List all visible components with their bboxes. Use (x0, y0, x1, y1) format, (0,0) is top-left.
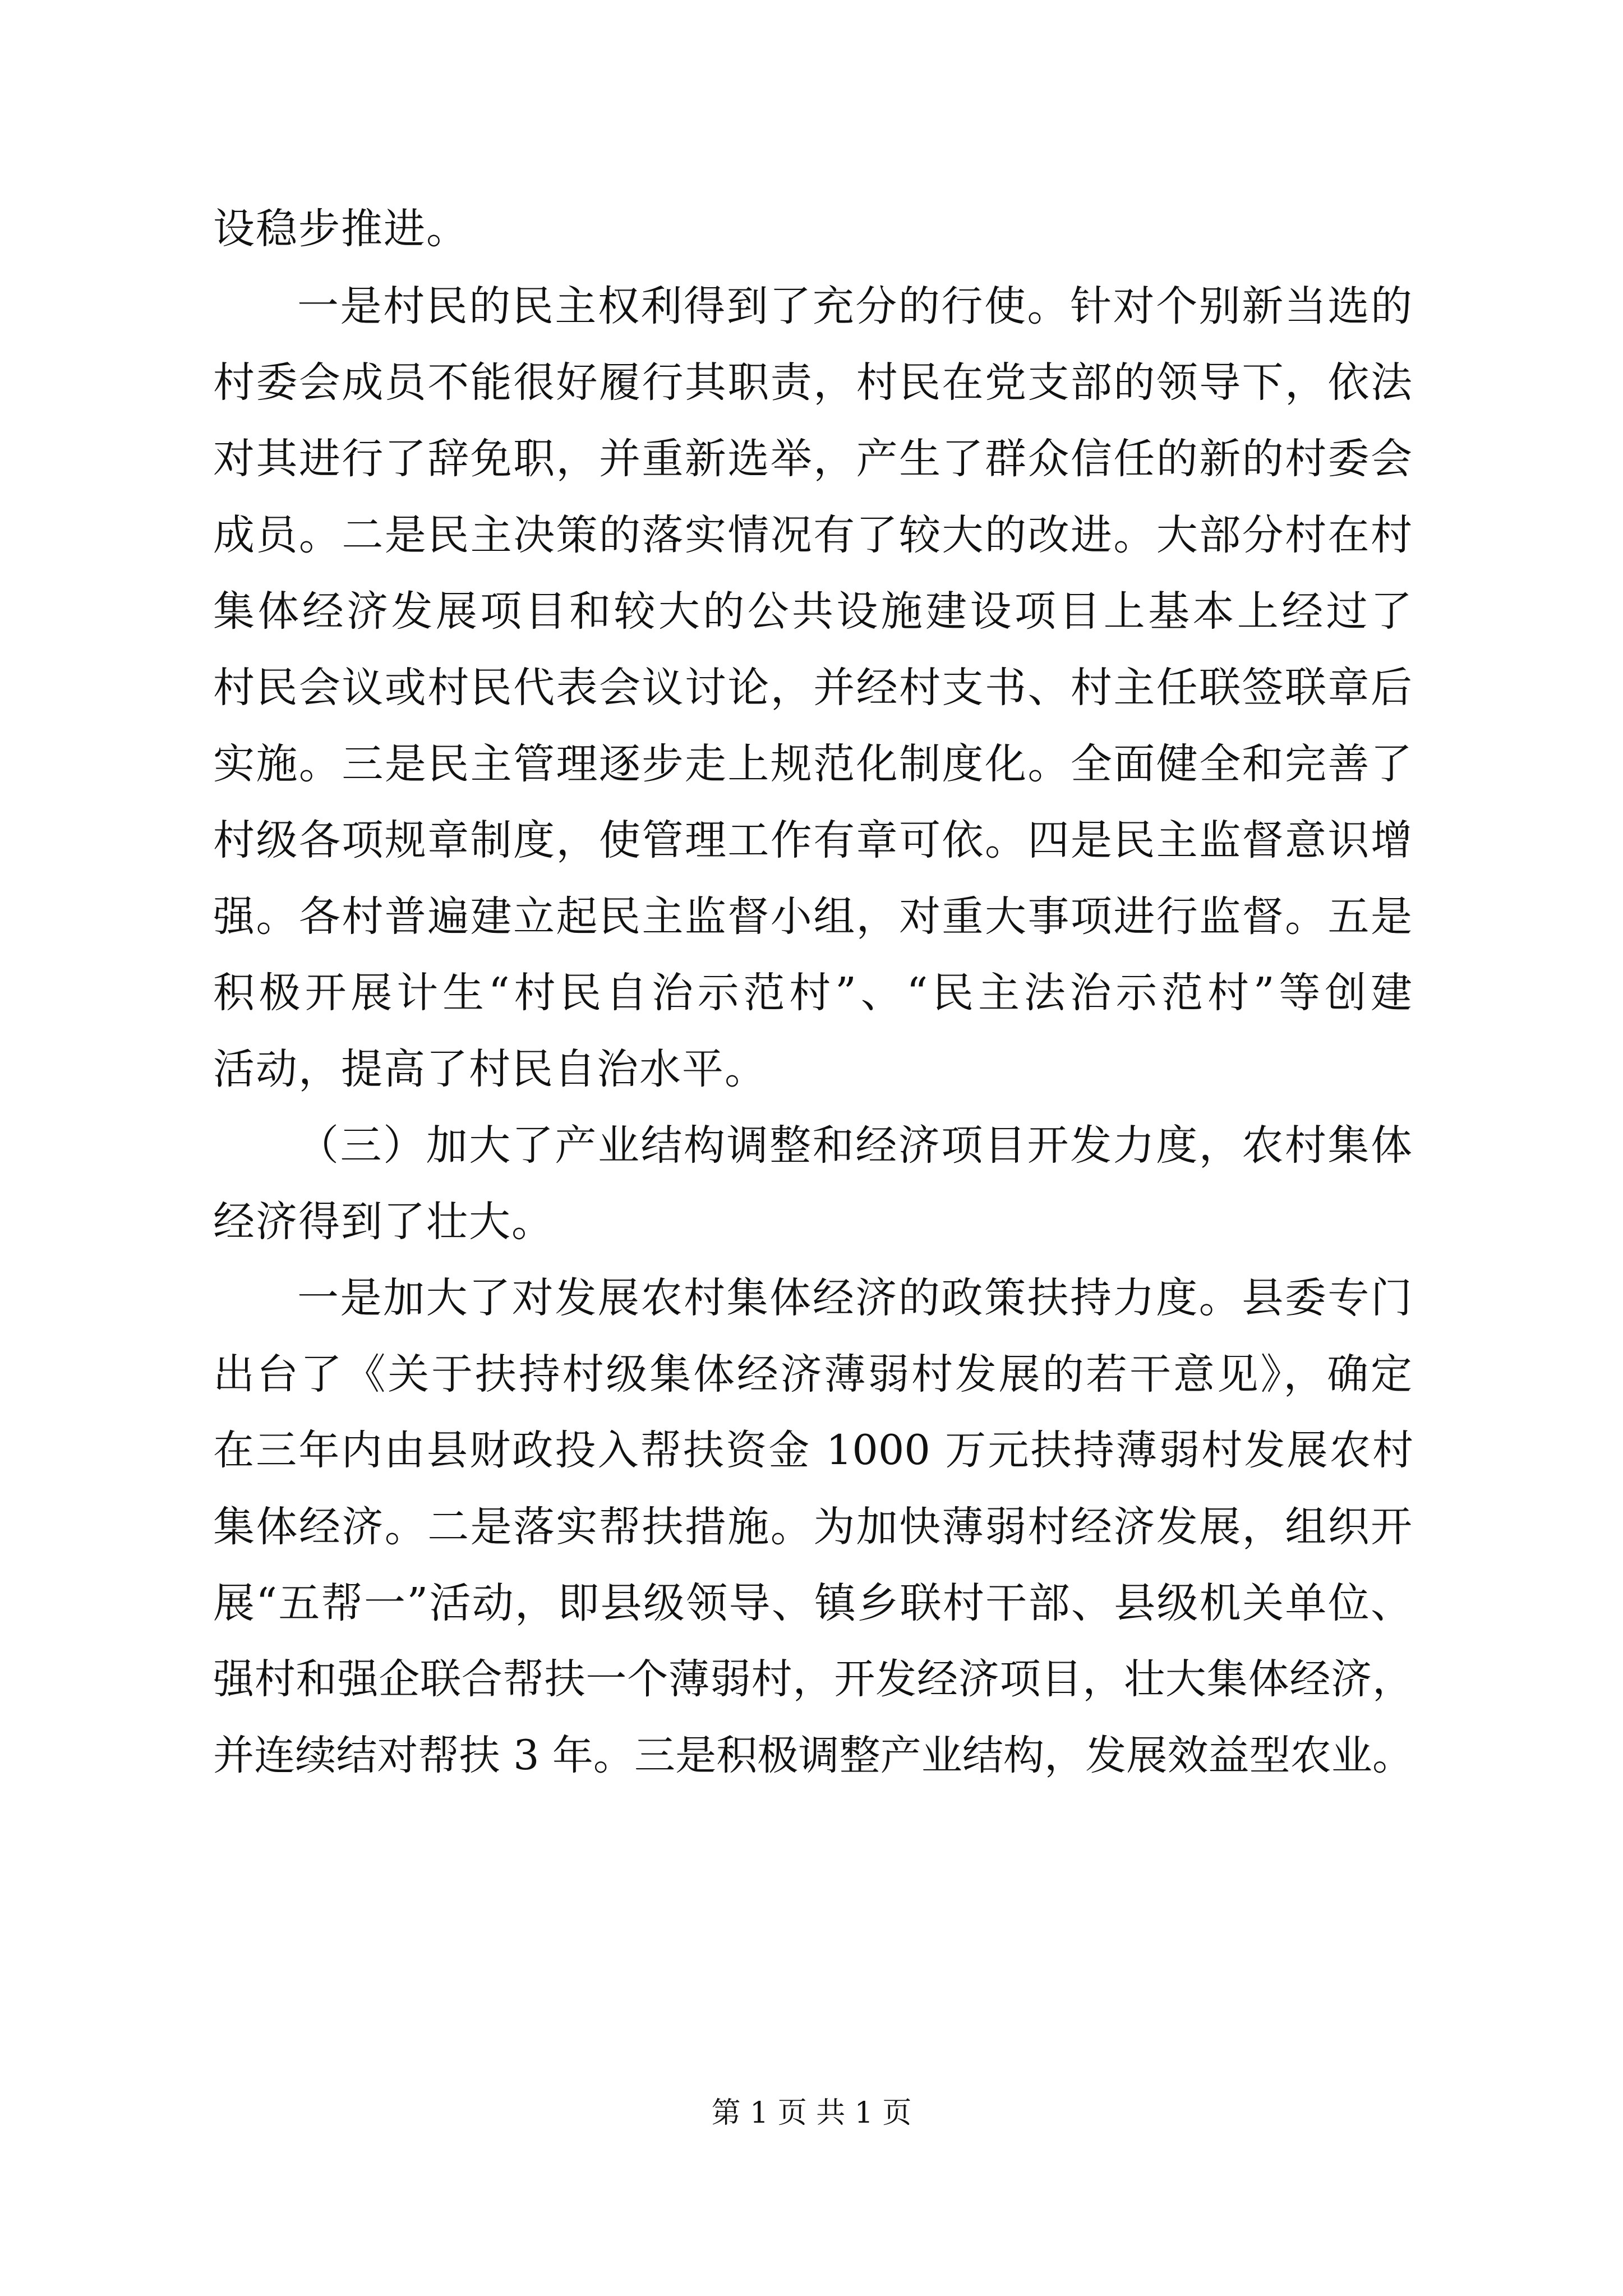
body-line: 村民会议或村民代表会议讨论，并经村支书、村主任联签联章后 (213, 664, 1413, 712)
body-line: 活动，提高了村民自治水平。 (213, 1045, 767, 1093)
paragraph-first-line: 一是加大了对发展农村集体经济的政策扶持力度。县委专门 (297, 1274, 1413, 1322)
body-line: 出台了《关于扶持村级集体经济薄弱村发展的若干意见》，确定 (213, 1350, 1413, 1398)
section-heading-line: （三）加大了产业结构调整和经济项目开发力度，农村集体 (297, 1121, 1413, 1170)
body-line: 展“五帮一”活动，即县级领导、镇乡联村干部、县级机关单位、 (213, 1579, 1413, 1627)
body-line: 集体经济发展项目和较大的公共设施建设项目上基本上经过了 (213, 587, 1413, 636)
body-line: 成员。二是民主决策的落实情况有了较大的改进。大部分村在村 (213, 511, 1413, 559)
body-line: 设稳步推进。 (213, 205, 469, 253)
page-footer: 第 1 页 共 1 页 (711, 2096, 912, 2130)
body-line: 强。各村普遍建立起民主监督小组，对重大事项进行监督。五是 (213, 892, 1413, 941)
section-heading-line: 经济得到了壮大。 (213, 1198, 554, 1246)
body-line: 集体经济。二是落实帮扶措施。为加快薄弱村经济发展，组织开 (213, 1503, 1413, 1551)
body-line: 强村和强企联合帮扶一个薄弱村，开发经济项目，壮大集体经济， (213, 1655, 1413, 1703)
body-line: 对其进行了辞免职，并重新选举，产生了群众信任的新的村委会 (213, 435, 1413, 483)
body-line: 并连续结对帮扶 3 年。三是积极调整产业结构，发展效益型农业。 (213, 1732, 1413, 1779)
body-line: 实施。三是民主管理逐步走上规范化制度化。全面健全和完善了 (213, 740, 1413, 788)
paragraph-first-line: 一是村民的民主权利得到了充分的行使。针对个别新当选的 (297, 282, 1413, 330)
body-line: 在三年内由县财政投入帮扶资金 1000 万元扶持薄弱村发展农村 (213, 1427, 1413, 1474)
body-line: 积极开展计生“村民自治示范村”、“民主法治示范村”等创建 (213, 969, 1413, 1017)
body-line: 村委会成员不能很好履行其职责，村民在党支部的领导下，依法 (213, 358, 1413, 407)
body-line: 村级各项规章制度，使管理工作有章可依。四是民主监督意识增 (213, 816, 1413, 864)
